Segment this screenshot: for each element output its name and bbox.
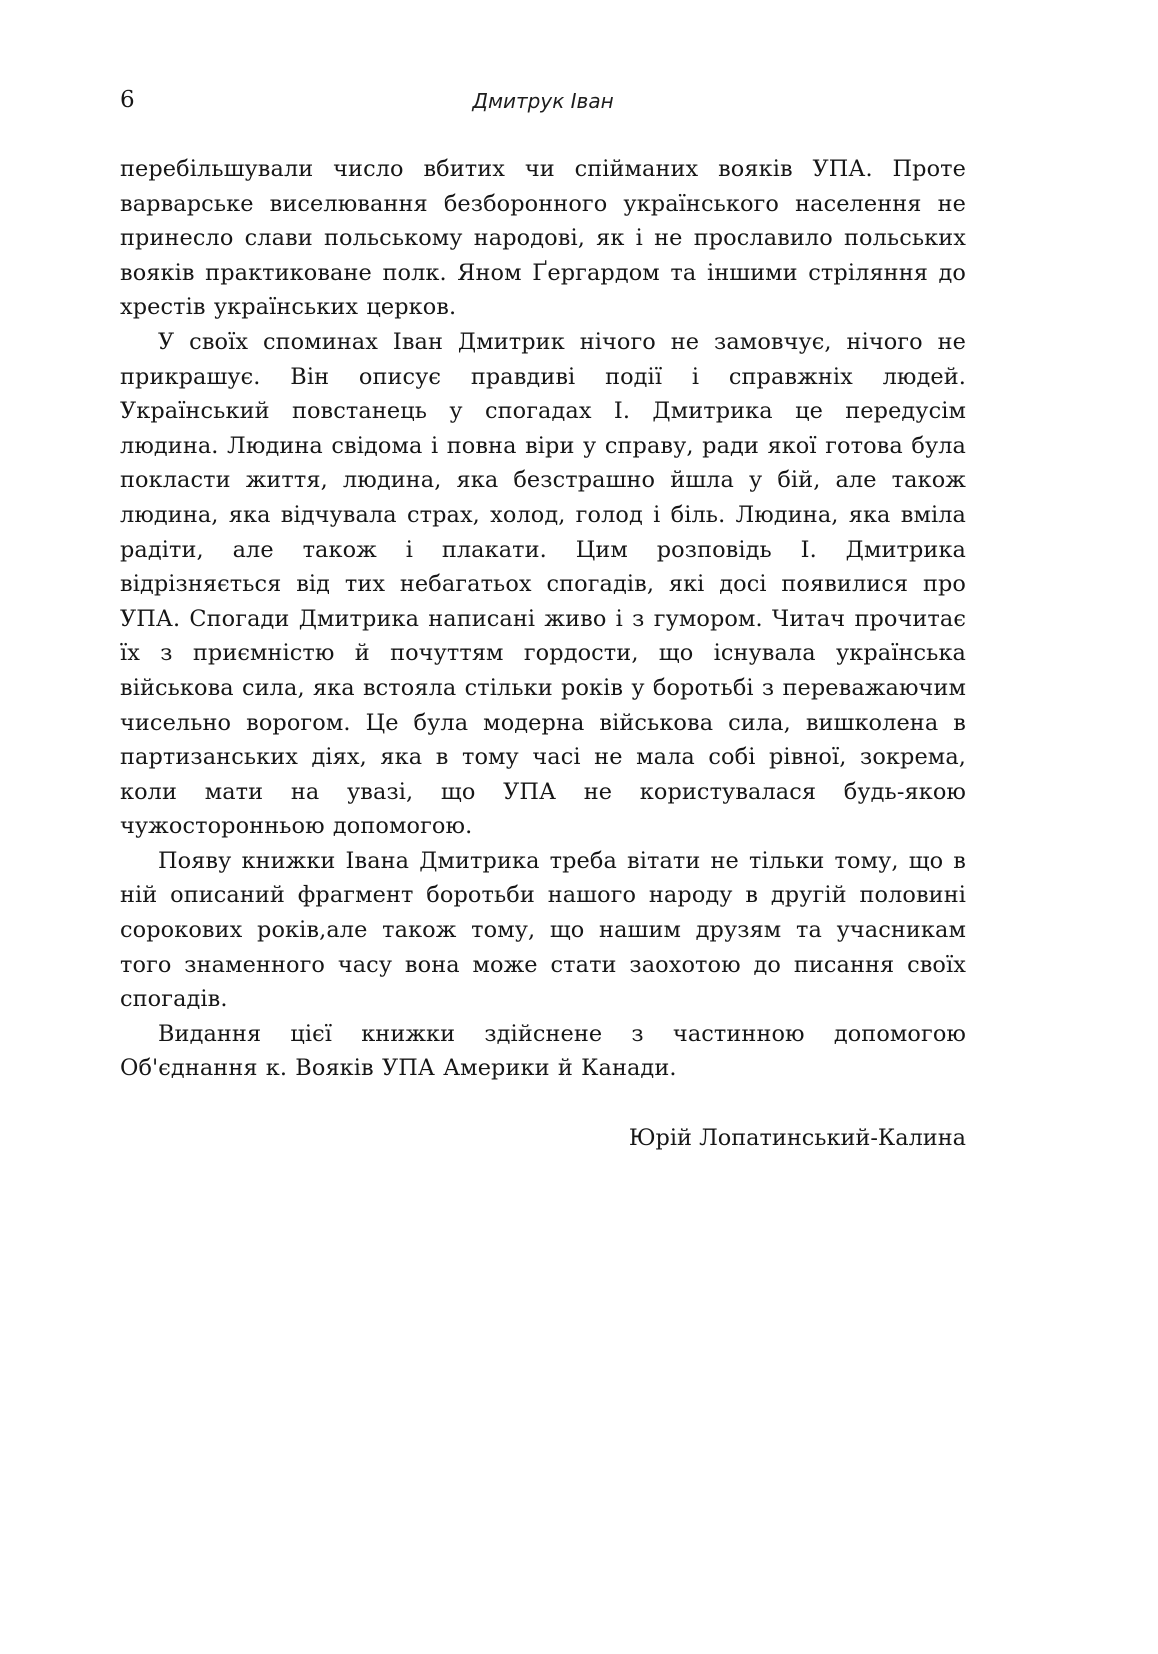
page-number: 6 bbox=[120, 87, 135, 113]
page-header bbox=[120, 86, 966, 118]
paragraph: Появу книжки Івана Дмитрика треба вітати не тільки тому, що в ній описаний фрагмент боротьби нашого народу в другій половині сорокових років,але також тому, що нашим друзям та учасникам того знаменного часу вона може стати заохотою до писання своїх спогадів. bbox=[120, 847, 966, 1013]
paragraph: Видання цієї книжки здійснене з частинною допомогою Об'єднання к. Вояків УПА Америки й Канади. bbox=[120, 1020, 966, 1082]
paragraph: У своїх споминах Іван Дмитрик нічого не замовчує, нічого не прикрашує. Він описує правдиві події і справжніх людей. Український повстанець у спогадах І. Дмитрика це передусім людина. Людина свідома і повна віри у справу, ради якої готова була покласти життя, людина, яка безстрашно йшла у бій, але також людина, яка відчувала страх, холод, голод і біль. Людина, яка вміла радіти, але також і плакати. Цим розповідь І. Дмитрика відрізняється від тих небагатьох спогадів, які досі появилися про УПА. Спогади Дмитрика написані живо і з гумором. Читач прочитає їх з приємністю й почуттям гордости, що існувала українська військова сила, яка встояла стільки років у боротьбі з переважаючим чисельно ворогом. Це була модерна військова сила, вишколена в партизанських діях, яка в тому часі не мала собі рівної, зокрема, коли мати на увазі, що УПА не користувалася будь-якою чужосторонньою допомогою. bbox=[120, 328, 966, 840]
signature: Юрій Лопатинський-Калина bbox=[628, 1125, 966, 1152]
paragraph: перебільшували число вбитих чи спійманих вояків УПА. Проте варварське виселювання безборонного українського населення не принесло слави польському народові, як і не прославило польських вояків практиковане полк. Яном Ґергардом та іншими стріляння до хрестів українських церков. bbox=[120, 156, 966, 321]
page-content bbox=[120, 86, 966, 1156]
running-title: Дмитрук Іван bbox=[472, 89, 614, 113]
body-text bbox=[120, 152, 966, 1086]
